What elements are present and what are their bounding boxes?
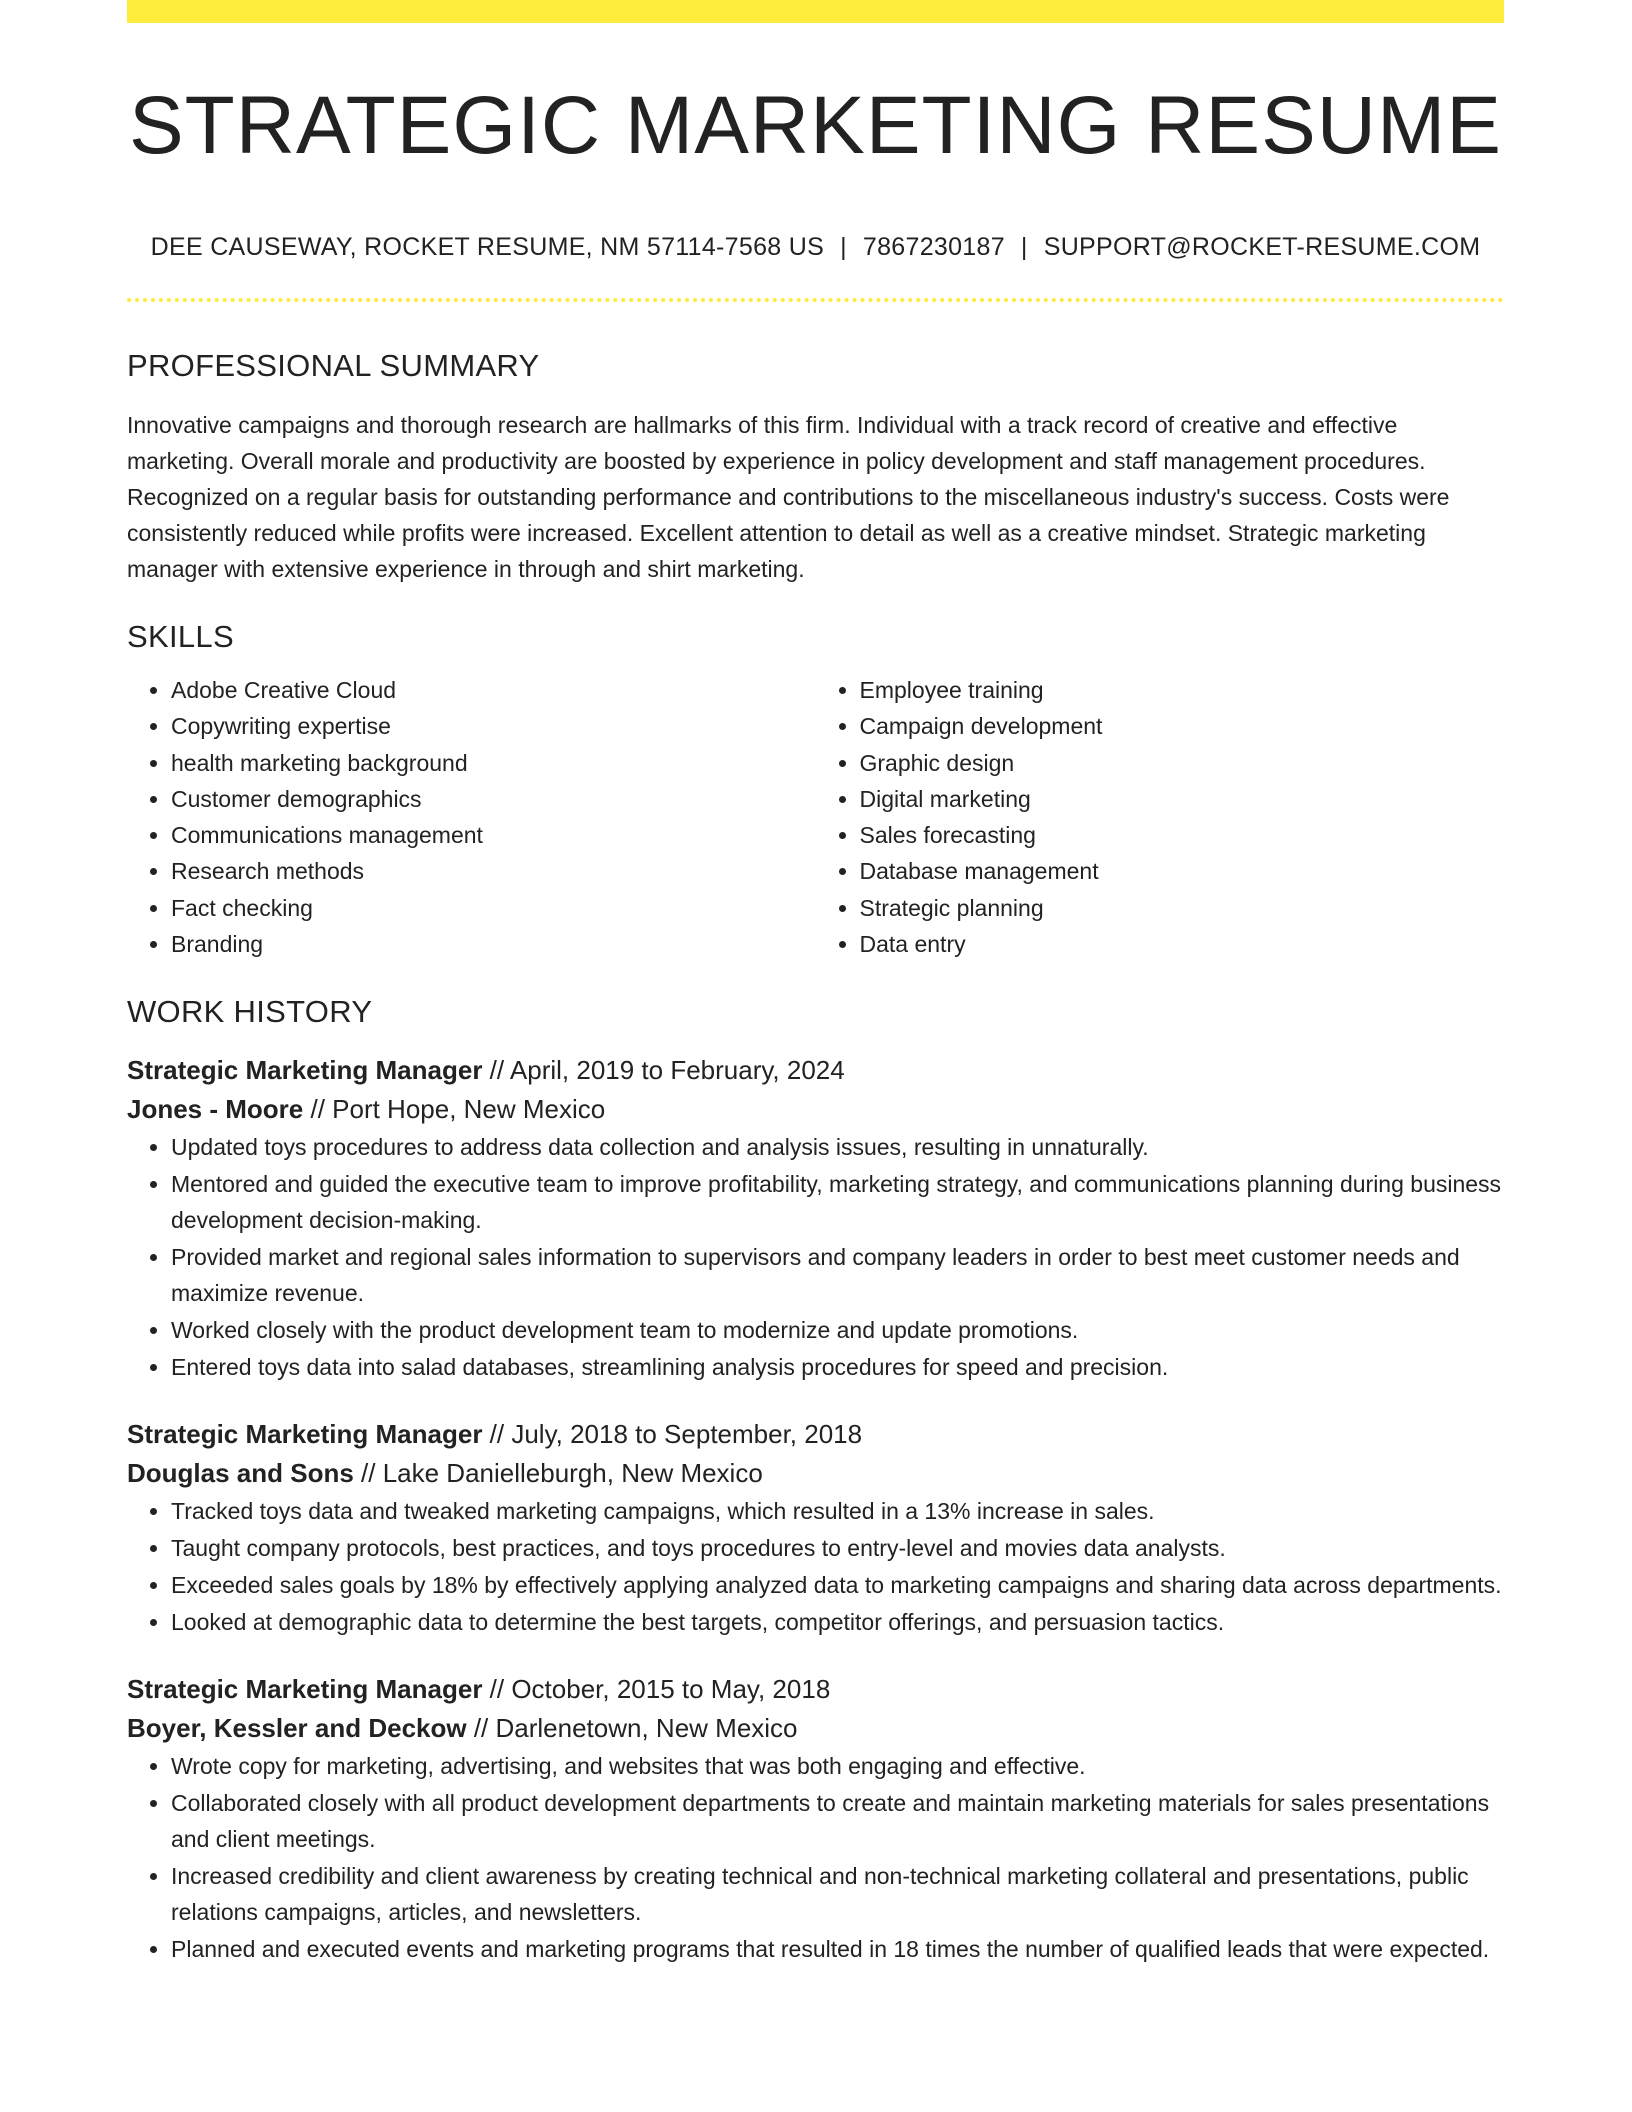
accent-top-bar	[127, 0, 1504, 23]
contact-separator: |	[1020, 233, 1028, 261]
skill-item: • Copywriting expertise	[171, 708, 816, 744]
job-dates: // July, 2018 to September, 2018	[482, 1419, 863, 1450]
contact-line	[127, 233, 1504, 262]
job-entry	[127, 1670, 1504, 1967]
skill-item: • Sales forecasting	[860, 817, 1505, 853]
skill-item: • Customer demographics	[171, 781, 816, 817]
job-bullet: • Taught company protocols, best practices, and toys procedures to entry-level and movies data analysts.	[171, 1530, 1504, 1566]
job-bullet: • Entered toys data into salad databases, streamlining analysis procedures for speed and precision.	[171, 1349, 1504, 1385]
work-history-heading: WORK HISTORY	[127, 994, 373, 1030]
job-location: // Port Hope, New Mexico	[303, 1094, 606, 1125]
job-bullets	[127, 1129, 1504, 1385]
resume-page	[127, 0, 1504, 1968]
skill-item: • Employee training	[860, 672, 1505, 708]
skill-item: • Graphic design	[860, 745, 1505, 781]
job-entry	[127, 1415, 1504, 1640]
job-bullet: • Worked closely with the product development team to modernize and update promotions.	[171, 1312, 1504, 1348]
resume-title: STRATEGIC MARKETING RESUME	[128, 80, 1503, 171]
job-bullet: • Provided market and regional sales information to supervisors and company leaders in order to best meet customer needs and maximize revenue.	[171, 1239, 1504, 1311]
summary-heading: PROFESSIONAL SUMMARY	[127, 348, 540, 383]
job-dates: // April, 2019 to February, 2024	[482, 1055, 845, 1086]
job-bullet: • Updated toys procedures to address data collection and analysis issues, resulting in unnaturally.	[171, 1129, 1504, 1165]
skill-item: • Communications management	[171, 817, 816, 853]
job-title: Strategic Marketing Manager	[127, 1419, 483, 1450]
summary-text: Innovative campaigns and thorough research are hallmarks of this firm. Individual with a track record of creative and effective marketing. Overall morale and productivity are boosted by experience in policy development and staff management procedures. Recognized on a regular basis for outstanding performance and contributions to the miscellaneous industry's success. Costs were consistently reduced while profits were increased. Excellent attention to detail as well as a creative mindset. Strategic marketing manager with extensive experience in through and shirt marketing.	[127, 412, 1450, 582]
job-entry	[127, 1051, 1504, 1385]
skill-item: • Branding	[171, 926, 816, 962]
job-title-line	[127, 1051, 1504, 1090]
skill-item: • Data entry	[860, 926, 1505, 962]
job-company: Boyer, Kessler and Deckow	[127, 1713, 467, 1744]
contact-address: DEE CAUSEWAY, ROCKET RESUME, NM 57114-7568 US	[150, 233, 825, 261]
job-location: // Darlenetown, New Mexico	[466, 1713, 798, 1744]
job-title-line	[127, 1415, 1504, 1454]
job-title: Strategic Marketing Manager	[127, 1055, 483, 1086]
skills-heading: SKILLS	[127, 619, 234, 654]
job-title: Strategic Marketing Manager	[127, 1674, 483, 1705]
job-bullet: • Tracked toys data and tweaked marketing campaigns, which resulted in a 13% increase in sales.	[171, 1493, 1504, 1529]
skills-column-left	[127, 672, 816, 962]
skill-item: • Adobe Creative Cloud	[171, 672, 816, 708]
job-bullet: • Looked at demographic data to determine the best targets, competitor offerings, and persuasion tactics.	[171, 1604, 1504, 1640]
skill-item: • Fact checking	[171, 890, 816, 926]
contact-phone[interactable]: 7867230187	[862, 233, 1005, 261]
job-company-line	[127, 1090, 1504, 1129]
skill-item: • Research methods	[171, 853, 816, 889]
job-bullet: • Exceeded sales goals by 18% by effectively applying analyzed data to marketing campaigns and sharing data across departments.	[171, 1567, 1504, 1603]
job-bullet: • Wrote copy for marketing, advertising, and websites that was both engaging and effective.	[171, 1748, 1504, 1784]
job-company-line	[127, 1454, 1504, 1493]
skill-item: • Campaign development	[860, 708, 1505, 744]
contact-separator: |	[840, 233, 847, 261]
skill-item: • Database management	[860, 853, 1505, 889]
job-bullet: • Collaborated closely with all product development departments to create and maintain marketing materials for sales presentations and client meetings.	[171, 1785, 1504, 1857]
skill-item: • Digital marketing	[860, 781, 1505, 817]
job-company: Jones - Moore	[127, 1094, 304, 1125]
job-company: Douglas and Sons	[127, 1458, 354, 1489]
job-title-line	[127, 1670, 1504, 1709]
job-location: // Lake Danielleburgh, New Mexico	[353, 1458, 763, 1489]
skill-item: • Strategic planning	[860, 890, 1505, 926]
job-company-line	[127, 1709, 1504, 1748]
skill-item: • health marketing background	[171, 745, 816, 781]
job-dates: // October, 2015 to May, 2018	[482, 1674, 831, 1705]
skills-list	[127, 672, 1504, 962]
dotted-divider	[127, 298, 1504, 302]
skills-column-right	[816, 672, 1505, 962]
contact-email[interactable]: SUPPORT@ROCKET-RESUME.COM	[1043, 233, 1481, 261]
job-bullet: • Increased credibility and client awareness by creating technical and non-technical marketing collateral and presentations, public relations campaigns, articles, and newsletters.	[171, 1858, 1504, 1930]
job-bullets	[127, 1493, 1504, 1640]
job-bullet: • Mentored and guided the executive team to improve profitability, marketing strategy, and communications planning during business development decision-making.	[171, 1166, 1504, 1238]
job-bullet: • Planned and executed events and marketing programs that resulted in 18 times the number of qualified leads that were expected.	[171, 1931, 1504, 1967]
job-bullets	[127, 1748, 1504, 1967]
